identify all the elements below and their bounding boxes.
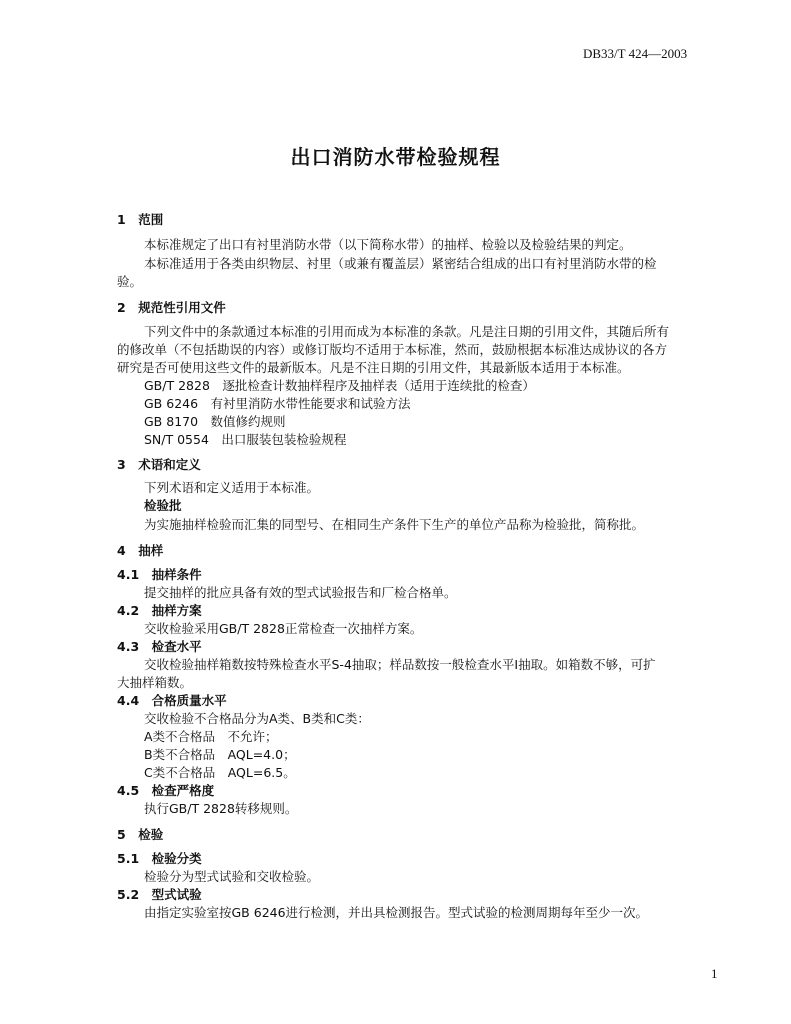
paragraph-continuation: 的修改单（不包括勘误的内容）或修订版均不适用于本标准，然而，鼓励根据本标准达成协议的各方	[117, 342, 668, 357]
paragraph: 提交抽样的批应具备有效的型式试验报告和厂检合格单。	[144, 585, 457, 600]
document-number: DB33/T 424—2003	[583, 46, 688, 61]
subsection-heading: 4.1 抽样条件	[117, 567, 202, 582]
section-heading-terms: 3 术语和定义	[117, 457, 201, 472]
reference-item: GB 8170 数值修约规则	[144, 414, 286, 429]
paragraph: 检验分为型式试验和交收检验。	[144, 869, 320, 884]
reference-item: SN/T 0554 出口服装包装检验规程	[144, 432, 347, 447]
list-item: C类不合格品 AQL=6.5。	[144, 765, 296, 780]
paragraph: 交收检验采用GB/T 2828正常检查一次抽样方案。	[144, 621, 423, 636]
page-title: 出口消防水带检验规程	[290, 145, 501, 169]
list-item: B类不合格品 AQL=4.0；	[144, 747, 296, 762]
subsection-heading: 4.3 检查水平	[117, 639, 202, 654]
subsection-heading: 4.5 检查严格度	[117, 783, 215, 798]
section-heading-references: 2 规范性引用文件	[117, 300, 226, 315]
paragraph: 由指定实验室按GB 6246进行检测，并出具检测报告。型式试验的检测周期每年至少一次。	[144, 905, 649, 920]
section-heading-inspection: 5 检验	[117, 827, 164, 842]
list-item: A类不合格品 不允许；	[144, 729, 278, 744]
paragraph: 执行GB/T 2828转移规则。	[144, 801, 298, 816]
subsection-heading: 4.2 抽样方案	[117, 603, 202, 618]
paragraph: 交收检验抽样箱数按特殊检查水平S-4抽取；样品数按一般检查水平Ⅰ抽取。如箱数不够，可扩	[144, 657, 656, 672]
reference-item: GB 6246 有衬里消防水带性能要求和试验方法	[144, 396, 411, 411]
paragraph: 本标准规定了出口有衬里消防水带（以下简称水带）的抽样、检验以及检验结果的判定。	[144, 237, 632, 252]
term-name: 检验批	[144, 498, 182, 513]
subsection-heading: 4.4 合格质量水平	[117, 693, 227, 708]
paragraph-continuation: 研究是否可使用这些文件的最新版本。凡是不注日期的引用文件，其最新版本适用于本标准。	[117, 360, 630, 375]
reference-item: GB/T 2828 逐批检查计数抽样程序及抽样表（适用于连续批的检查）	[144, 378, 535, 393]
subsection-heading: 5.1 检验分类	[117, 851, 202, 866]
paragraph: 交收检验不合格品分为A类、B类和C类：	[144, 711, 370, 726]
paragraph: 下列术语和定义适用于本标准。	[144, 480, 320, 495]
term-definition: 为实施抽样检验而汇集的同型号、在相同生产条件下生产的单位产品称为检验批，简称批。	[144, 517, 645, 532]
section-heading-scope: 1 范围	[117, 212, 164, 227]
page-number: 1	[711, 966, 718, 981]
section-heading-sampling: 4 抽样	[117, 543, 164, 558]
subsection-heading: 5.2 型式试验	[117, 887, 202, 902]
paragraph: 下列文件中的条款通过本标准的引用而成为本标准的条款。凡是注日期的引用文件，其随后所有	[144, 324, 670, 339]
paragraph: 本标准适用于各类由织物层、衬里（或兼有覆盖层）紧密结合组成的出口有衬里消防水带的检	[144, 256, 657, 271]
paragraph-continuation: 大抽样箱数。	[117, 675, 193, 690]
paragraph-continuation: 验。	[117, 274, 143, 289]
